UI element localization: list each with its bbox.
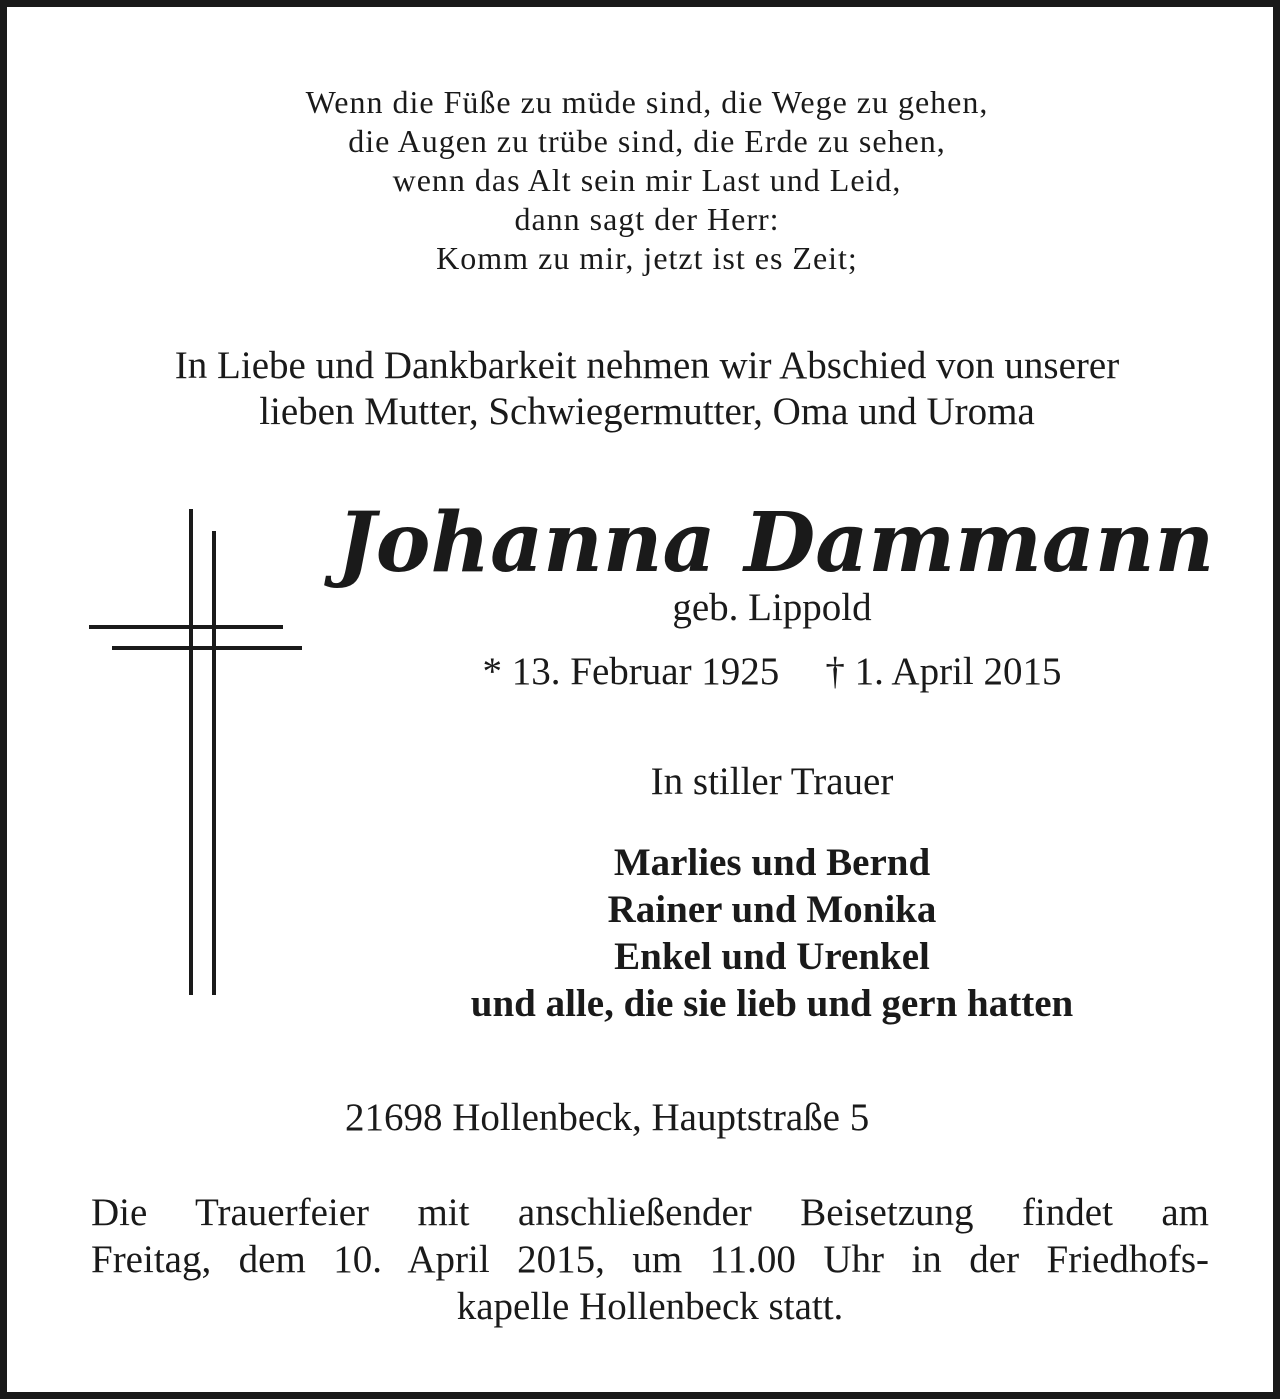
poem-line-1: Wenn die Füße zu müde sind, die Wege zu gehen,: [305, 84, 989, 120]
poem-line-4: dann sagt der Herr:: [514, 201, 780, 237]
birth-date: * 13. Februar 1925: [482, 650, 780, 693]
life-dates: [337, 649, 1207, 695]
mourners-list: [337, 839, 1207, 1027]
poem: [7, 83, 1280, 278]
intro-line-1: In Liebe und Dankbarkeit nehmen wir Abschied von unserer: [174, 344, 1120, 387]
double-line-cross-icon: [87, 507, 307, 997]
mourner-2: Rainer und Monika: [607, 888, 937, 931]
ceremony-line-2: Freitag, dem 10. April 2015, um 11.00 Uhr in der Friedhofs-: [91, 1238, 1209, 1281]
farewell-intro: [7, 343, 1280, 435]
mourning-line: In stiller Trauer: [650, 760, 894, 803]
ceremony-line-3: kapelle Hollenbeck statt.: [456, 1285, 844, 1328]
ceremony-line-1: Die Trauerfeier mit anschließender Beisetzung findet am: [91, 1191, 1209, 1234]
mourner-1: Marlies und Bernd: [613, 841, 931, 884]
funeral-ceremony-info: [91, 1189, 1209, 1330]
mourner-4: und alle, die sie lieb und gern hatten: [470, 982, 1074, 1025]
maiden-name: geb. Lippold: [672, 586, 872, 629]
poem-line-3: wenn das Alt sein mir Last und Leid,: [392, 162, 902, 198]
poem-line-2: die Augen zu trübe sind, die Erde zu sehen,: [348, 123, 946, 159]
intro-line-2: lieben Mutter, Schwiegermutter, Oma und Uroma: [259, 390, 1035, 433]
death-date: † 1. April 2015: [825, 650, 1062, 693]
poem-line-5: Komm zu mir, jetzt ist es Zeit;: [436, 240, 858, 276]
mourner-3: Enkel und Urenkel: [614, 935, 930, 978]
deceased-name: Johanna Dammann: [337, 495, 1215, 591]
mourning-address: 21698 Hollenbeck, Hauptstraße 5: [345, 1096, 870, 1139]
